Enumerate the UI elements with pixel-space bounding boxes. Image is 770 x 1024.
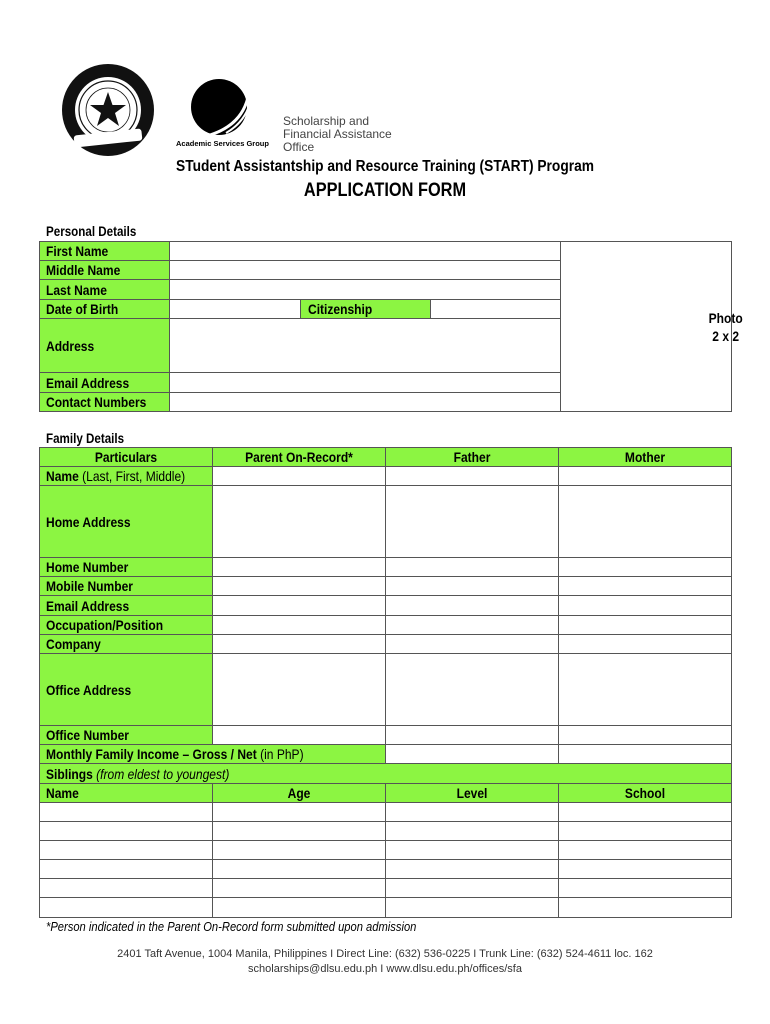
name-parent-field[interactable]	[212, 466, 386, 486]
home-address-mother-field[interactable]	[558, 485, 732, 558]
personal-details-heading: Personal Details	[46, 224, 137, 239]
sibling-name-field[interactable]	[39, 859, 213, 879]
office-name-line1: Scholarship and	[283, 114, 370, 128]
last-name-label-cell	[39, 279, 170, 300]
company-parent-field[interactable]	[212, 634, 386, 654]
occupation-label-cell	[39, 615, 213, 635]
middle-name-label-cell	[39, 260, 170, 280]
occupation-label: Occupation/Position	[46, 617, 164, 633]
sibling-school-field[interactable]	[558, 859, 732, 879]
email-field[interactable]	[169, 372, 561, 393]
fam-email-label: Email Address	[46, 598, 130, 614]
siblings-label	[46, 766, 229, 782]
office-address-parent-field[interactable]	[212, 653, 386, 726]
sibling-level-field[interactable]	[385, 802, 559, 822]
siblings-label-hint: (from eldest to youngest)	[92, 766, 230, 782]
email-label-cell	[39, 372, 170, 393]
asg-label: Academic Services Group	[176, 139, 269, 148]
mobile-label: Mobile Number	[46, 578, 133, 594]
sibling-level-field[interactable]	[385, 840, 559, 860]
col-particulars: Particulars	[94, 449, 158, 465]
sib-col-age-cell	[212, 783, 386, 803]
home-address-label: Home Address	[46, 514, 131, 530]
sib-col-school-cell	[558, 783, 732, 803]
sibling-school-field[interactable]	[558, 802, 732, 822]
office-address-mother-field[interactable]	[558, 653, 732, 726]
contact-label: Contact Numbers	[46, 394, 147, 410]
fam-name-label-cell	[39, 466, 213, 486]
sibling-level-field[interactable]	[385, 859, 559, 879]
sibling-school-field[interactable]	[558, 878, 732, 898]
address-label: Address	[46, 338, 95, 354]
occupation-parent-field[interactable]	[212, 615, 386, 635]
home-number-mother-field[interactable]	[558, 557, 732, 577]
sibling-level-field[interactable]	[385, 878, 559, 898]
col-mother: Mother	[624, 449, 666, 465]
sibling-name-field[interactable]	[39, 897, 213, 918]
sibling-school-field[interactable]	[558, 821, 732, 841]
income-label	[46, 746, 304, 762]
contact-label-cell	[39, 392, 170, 412]
sibling-age-field[interactable]	[212, 897, 386, 918]
income-label-hint: (in PhP)	[256, 746, 304, 762]
office-number-label-cell	[39, 725, 213, 745]
sibling-name-field[interactable]	[39, 840, 213, 860]
office-address-father-field[interactable]	[385, 653, 559, 726]
email-label: Email Address	[46, 375, 130, 391]
home-number-parent-field[interactable]	[212, 557, 386, 577]
home-address-father-field[interactable]	[385, 485, 559, 558]
office-number-parent-field[interactable]	[212, 725, 386, 745]
sibling-name-field[interactable]	[39, 802, 213, 822]
citizenship-label-cell	[300, 299, 431, 319]
address-field[interactable]	[169, 318, 561, 373]
dob-field[interactable]	[169, 299, 301, 319]
occupation-mother-field[interactable]	[558, 615, 732, 635]
fam-email-label-cell	[39, 595, 213, 616]
citizenship-label: Citizenship	[308, 301, 373, 317]
dlsu-seal-logo	[60, 62, 156, 158]
sibling-level-field[interactable]	[385, 897, 559, 918]
income-label-bold: Monthly Family Income – Gross / Net	[46, 746, 257, 762]
family-details-heading: Family Details	[46, 431, 125, 446]
dob-label-cell	[39, 299, 170, 319]
middle-name-field[interactable]	[169, 260, 561, 280]
mobile-father-field[interactable]	[385, 576, 559, 596]
office-address-label: Office Address	[46, 682, 132, 698]
photo-size-label: 2 x 2	[712, 328, 740, 344]
photo-box[interactable]	[560, 241, 732, 412]
home-number-label: Home Number	[46, 559, 129, 575]
form-title: APPLICATION FORM	[303, 180, 467, 201]
first-name-field[interactable]	[169, 241, 561, 261]
last-name-field[interactable]	[169, 279, 561, 300]
footer-contact: scholarships@dlsu.edu.ph I www.dlsu.edu.ph/offices/sfa	[248, 963, 522, 975]
program-title: STudent Assistantship and Resource Training (START) Program	[176, 158, 594, 175]
income-father-field[interactable]	[385, 744, 559, 764]
office-number-mother-field[interactable]	[558, 725, 732, 745]
photo-label: Photo	[708, 310, 743, 326]
sib-col-school: School	[624, 785, 666, 801]
col-particulars-cell	[39, 447, 213, 467]
email-parent-field[interactable]	[212, 595, 386, 616]
fam-name-label-bold: Name	[46, 468, 79, 484]
address-label-cell	[39, 318, 170, 373]
contact-field[interactable]	[169, 392, 561, 412]
occupation-father-field[interactable]	[385, 615, 559, 635]
mobile-parent-field[interactable]	[212, 576, 386, 596]
office-number-father-field[interactable]	[385, 725, 559, 745]
first-name-label: First Name	[46, 243, 109, 259]
company-label-cell	[39, 634, 213, 654]
sibling-age-field[interactable]	[212, 878, 386, 898]
email-father-field[interactable]	[385, 595, 559, 616]
last-name-label: Last Name	[46, 282, 107, 298]
footer-address: 2401 Taft Avenue, 1004 Manila, Philippines I Direct Line: (632) 536-0225 I Trunk Line: (632) 524-4611 loc. 162	[117, 948, 653, 960]
sib-col-name: Name	[46, 785, 79, 801]
sibling-age-field[interactable]	[212, 859, 386, 879]
sib-col-age: Age	[287, 785, 311, 801]
col-mother-cell	[558, 447, 732, 467]
office-name-line3: Office	[283, 140, 315, 154]
siblings-label-cell	[39, 763, 732, 784]
sibling-age-field[interactable]	[212, 821, 386, 841]
sibling-name-field[interactable]	[39, 821, 213, 841]
asg-logo	[190, 75, 252, 137]
home-number-father-field[interactable]	[385, 557, 559, 577]
sibling-age-field[interactable]	[212, 840, 386, 860]
office-address-label-cell	[39, 653, 213, 726]
col-father-cell	[385, 447, 559, 467]
name-father-field[interactable]	[385, 466, 559, 486]
home-address-label-cell	[39, 485, 213, 558]
sibling-school-field[interactable]	[558, 840, 732, 860]
first-name-label-cell	[39, 241, 170, 261]
footnote: *Person indicated in the Parent On-Record form submitted upon admission	[46, 919, 417, 934]
email-mother-field[interactable]	[558, 595, 732, 616]
fam-name-label-hint: (Last, First, Middle)	[78, 468, 186, 484]
sib-col-name-cell	[39, 783, 213, 803]
company-father-field[interactable]	[385, 634, 559, 654]
office-name-line2: Financial Assistance	[283, 127, 392, 141]
mobile-label-cell	[39, 576, 213, 596]
company-label: Company	[46, 636, 101, 652]
col-father: Father	[453, 449, 491, 465]
home-address-parent-field[interactable]	[212, 485, 386, 558]
sib-col-level: Level	[456, 785, 488, 801]
col-parent-cell	[212, 447, 386, 467]
middle-name-label: Middle Name	[46, 262, 121, 278]
sibling-age-field[interactable]	[212, 802, 386, 822]
sibling-level-field[interactable]	[385, 821, 559, 841]
fam-name-label	[46, 468, 185, 484]
income-mother-field[interactable]	[558, 744, 732, 764]
sibling-school-field[interactable]	[558, 897, 732, 918]
mobile-mother-field[interactable]	[558, 576, 732, 596]
citizenship-field[interactable]	[430, 299, 561, 319]
company-mother-field[interactable]	[558, 634, 732, 654]
sib-col-level-cell	[385, 783, 559, 803]
siblings-label-bold: Siblings	[46, 766, 93, 782]
income-label-cell	[39, 744, 386, 764]
sibling-name-field[interactable]	[39, 878, 213, 898]
dob-label: Date of Birth	[46, 301, 119, 317]
office-number-label: Office Number	[46, 727, 129, 743]
col-parent-on-record: Parent On-Record*	[245, 449, 353, 465]
home-number-label-cell	[39, 557, 213, 577]
name-mother-field[interactable]	[558, 466, 732, 486]
